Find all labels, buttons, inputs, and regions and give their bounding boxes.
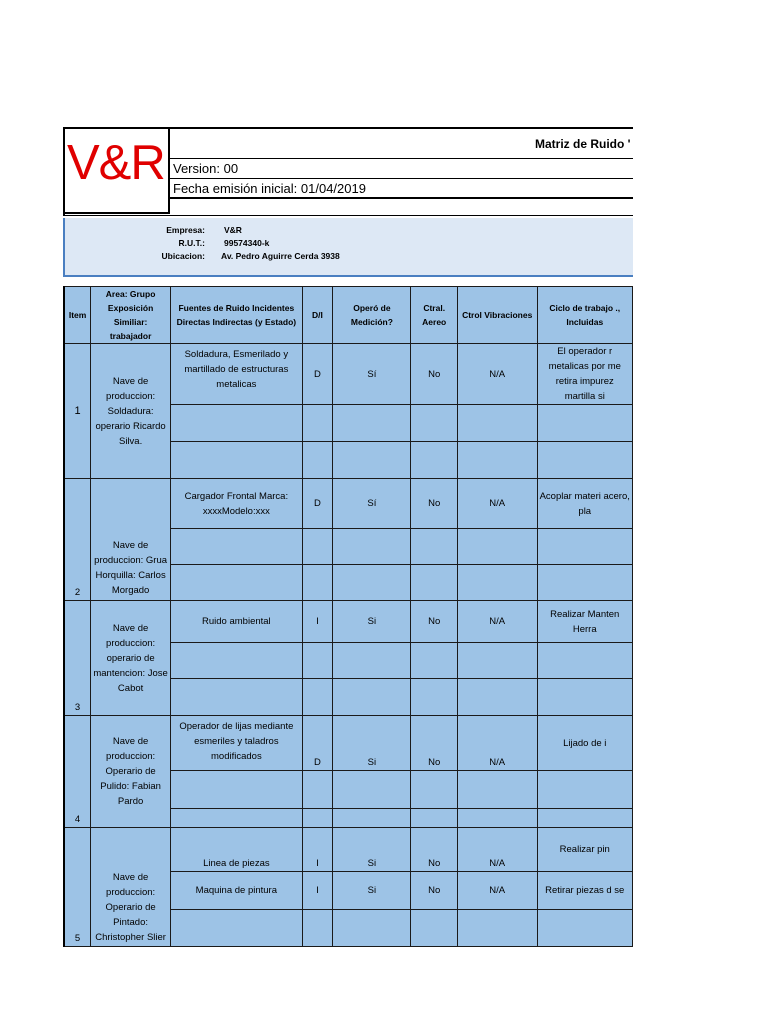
empty-cell — [537, 809, 633, 828]
empty-cell — [411, 442, 457, 479]
empty-cell — [411, 529, 457, 565]
empty-cell — [302, 643, 333, 679]
empty-cell — [411, 565, 457, 601]
ctral-cell: No — [411, 601, 457, 643]
di-cell: D — [302, 344, 333, 405]
empty-cell — [302, 442, 333, 479]
empty-cell — [411, 405, 457, 442]
empty-cell — [537, 643, 633, 679]
empty-cell — [302, 771, 333, 809]
title-row — [170, 127, 633, 159]
empty-cell — [333, 643, 411, 679]
empty-cell — [333, 529, 411, 565]
ciclo-cell: Realizar pin — [537, 828, 633, 872]
empty-cell — [537, 529, 633, 565]
empty-cell — [537, 565, 633, 601]
empty-cell — [171, 679, 303, 716]
empty-cell — [171, 529, 303, 565]
di-cell: I — [302, 872, 333, 910]
fuente-cell: Ruido ambiental — [171, 601, 303, 643]
col-header-ctrol: Ctrol Vibraciones — [457, 287, 537, 344]
empty-cell — [457, 529, 537, 565]
di-cell: D — [302, 479, 333, 529]
opero-cell: Si — [333, 828, 411, 872]
item-number: 2 — [64, 479, 91, 601]
opero-cell: Si — [333, 716, 411, 771]
empty-cell — [411, 809, 457, 828]
empty-cell — [302, 809, 333, 828]
ctral-cell: No — [411, 716, 457, 771]
col-header-ctral: Ctral. Aereo — [411, 287, 457, 344]
empresa-value: V&R — [224, 225, 242, 235]
fuente-cell: Linea de piezas — [171, 828, 303, 872]
empty-cell — [302, 405, 333, 442]
ctral-cell: No — [411, 344, 457, 405]
empty-cell — [333, 679, 411, 716]
empty-cell — [411, 771, 457, 809]
header-spacer-row — [63, 199, 633, 216]
empty-cell — [302, 565, 333, 601]
empty-cell — [411, 679, 457, 716]
di-cell: D — [302, 716, 333, 771]
empty-cell — [457, 910, 537, 947]
empty-cell — [457, 643, 537, 679]
empty-cell — [302, 679, 333, 716]
rut-label: R.U.T.: — [178, 238, 205, 248]
ciclo-cell: Retirar piezas d se — [537, 872, 633, 910]
empty-cell — [171, 442, 303, 479]
area-cell: Nave de produccion: Operario de Pintado: Christopher Slier — [91, 828, 171, 947]
opero-cell: Sí — [333, 344, 411, 405]
item-number: 3 — [64, 601, 91, 716]
issue-date-text: Fecha emisión inicial: 01/04/2019 — [173, 181, 366, 196]
col-header-di: D/I — [302, 287, 333, 344]
ctrol-cell: N/A — [457, 828, 537, 872]
empty-cell — [457, 442, 537, 479]
empty-cell — [333, 405, 411, 442]
table-row — [64, 716, 633, 771]
item-number: 1 — [64, 344, 91, 479]
empty-cell — [411, 643, 457, 679]
table-row — [64, 601, 633, 643]
empty-cell — [302, 529, 333, 565]
empty-cell — [537, 910, 633, 947]
empty-cell — [171, 809, 303, 828]
ctrol-cell: N/A — [457, 872, 537, 910]
version-row — [170, 159, 633, 179]
empty-cell — [457, 771, 537, 809]
col-header-item: Item — [64, 287, 91, 344]
item-number: 4 — [64, 716, 91, 828]
empty-cell — [171, 643, 303, 679]
empty-cell — [457, 809, 537, 828]
empty-cell — [333, 771, 411, 809]
empty-cell — [333, 910, 411, 947]
empty-cell — [537, 405, 633, 442]
empty-cell — [171, 771, 303, 809]
ctral-cell: No — [411, 828, 457, 872]
empty-cell — [333, 809, 411, 828]
area-cell: Nave de produccion: operario de mantencion: Jose Cabot — [91, 601, 171, 716]
table-row — [64, 344, 633, 405]
issue-date-row — [170, 179, 633, 199]
empty-cell — [411, 910, 457, 947]
col-header-fuentes: Fuentes de Ruido Incidentes Directas Indirectas (y Estado) — [171, 287, 303, 344]
table-row — [64, 828, 633, 872]
ctrol-cell: N/A — [457, 716, 537, 771]
document-header — [63, 127, 633, 216]
ubicacion-value: Av. Pedro Aguirre Cerda 3938 — [221, 251, 340, 261]
ctral-cell: No — [411, 872, 457, 910]
col-header-ciclo: Ciclo de trabajo ., Incluidas — [537, 287, 633, 344]
ctrol-cell: N/A — [457, 479, 537, 529]
ubicacion-label: Ubicacion: — [161, 251, 205, 261]
empty-cell — [171, 565, 303, 601]
company-logo: V&R — [67, 136, 165, 190]
ciclo-cell: Realizar Manten Herra — [537, 601, 633, 643]
company-info-block — [63, 218, 633, 277]
table-header-row — [64, 287, 633, 344]
rut-value: 99574340-k — [224, 238, 270, 248]
empty-cell — [457, 405, 537, 442]
table-row — [64, 479, 633, 529]
empty-cell — [537, 442, 633, 479]
fuente-cell: Cargador Frontal Marca: xxxxModelo:xxx — [171, 479, 303, 529]
empty-cell — [457, 565, 537, 601]
di-cell: I — [302, 828, 333, 872]
empty-cell — [302, 910, 333, 947]
ciclo-cell: El operador r metalicas por me retira impurez martilla si — [537, 344, 633, 405]
fuente-cell: Soldadura, Esmerilado y martillado de estructuras metalicas — [171, 344, 303, 405]
empty-cell — [537, 771, 633, 809]
ciclo-cell: Lijado de i — [537, 716, 633, 771]
ciclo-cell: Acoplar materi acero, pla — [537, 479, 633, 529]
empresa-label: Empresa: — [166, 225, 205, 235]
noise-matrix-table — [63, 286, 633, 947]
opero-cell: Si — [333, 872, 411, 910]
ctrol-cell: N/A — [457, 344, 537, 405]
area-cell: Nave de produccion: Grua Horquilla: Carlos Morgado — [91, 479, 171, 601]
opero-cell: Sí — [333, 479, 411, 529]
empty-cell — [171, 405, 303, 442]
col-header-area: Area: Grupo Exposición Similiar: trabajador — [91, 287, 171, 344]
empty-cell — [171, 910, 303, 947]
area-cell: Nave de produccion: Soldadura: operario Ricardo Silva. — [91, 344, 171, 479]
fuente-cell: Maquina de pintura — [171, 872, 303, 910]
ctrol-cell: N/A — [457, 601, 537, 643]
area-cell: Nave de produccion: Operario de Pulido: Fabian Pardo — [91, 716, 171, 828]
fuente-cell: Operador de lijas mediante esmeriles y taladros modificados — [171, 716, 303, 771]
col-header-opero: Operó de Medición? — [333, 287, 411, 344]
opero-cell: Si — [333, 601, 411, 643]
item-number: 5 — [64, 828, 91, 947]
empty-cell — [333, 565, 411, 601]
ctral-cell: No — [411, 479, 457, 529]
empty-cell — [537, 679, 633, 716]
empty-cell — [457, 679, 537, 716]
document-title: Matriz de Ruido ' — [535, 137, 631, 151]
version-text: Version: 00 — [173, 161, 239, 176]
di-cell: I — [302, 601, 333, 643]
empty-cell — [333, 442, 411, 479]
